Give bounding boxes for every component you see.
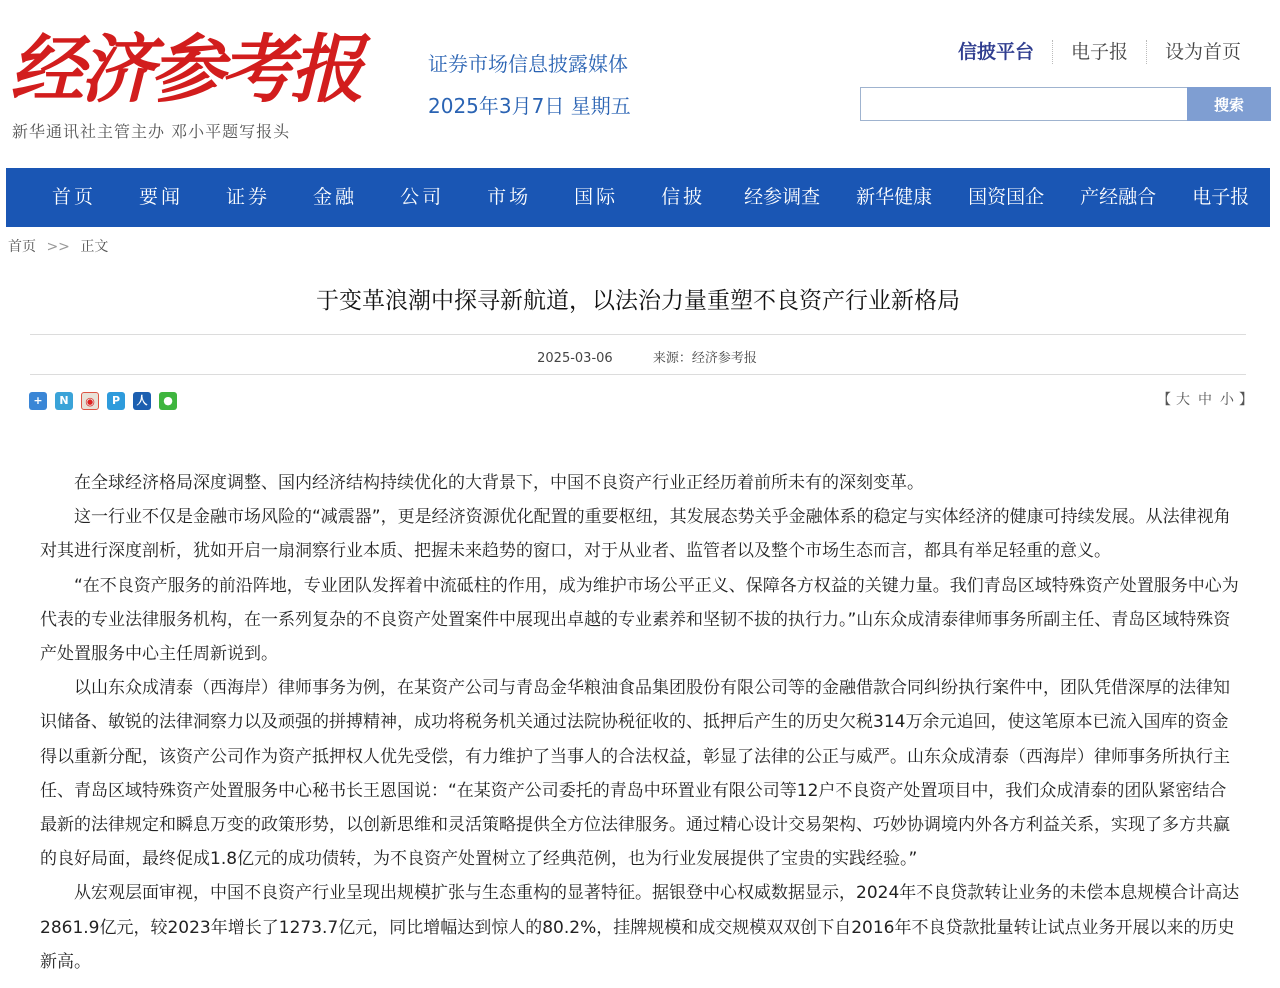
logo-subtitle: 新华通讯社主管主办 邓小平题写报头 (12, 122, 291, 141)
search-input[interactable] (860, 87, 1187, 121)
article-paragraph: 在全球经济格局深度调整、国内经济结构持续优化的大背景下，中国不良资产行业正经历着前所未有的深刻变革。 (74, 473, 924, 493)
nav-item-industry[interactable]: 产经融合 (1080, 186, 1157, 208)
search-box (860, 87, 1271, 121)
nav-item-international[interactable]: 国际 (574, 186, 619, 208)
top-link-e-paper[interactable]: 电子报 (1052, 40, 1146, 64)
share-n-icon[interactable]: N (55, 392, 73, 410)
article-paragraph: 以山东众成清泰（西海岸）律师事务为例，在某资产公司与青岛金华粮油食品集团股份有限公司等的金融借款合同纠纷执行案件中，团队凭借深厚的法律知识储备、敏锐的法律洞察力以及顽强的拼搏精神，成功将税务机关通过法院协税征收的、抵押后产生的历史欠税314万余元追回，使这笔原本已流入国库的资金得以重新分配，该资产公司作为资产抵押权人优先受偿，有力维护了当事人的合法权益，彰显了法律的公正与威严。山东众成清泰（西海岸）律师事务所执行主任、青岛区域特殊资产处置服务中心秘书长王恩国说：“在某资产公司委托的青岛中环置业有限公司等12户不良资产处置项目中，我们众成清泰的团队紧密结合最新的法律规定和瞬息万变的政策形势，以创新思维和灵活策略提供全方位法律服务。通过精心设计交易架构、巧妙协调境内外各方利益关系，实现了多方共赢的良好局面，最终促成1.8亿元的成功债转，为不良资产处置树立了经典范例，也为行业发展提供了宝贵的实践经验。” (40, 678, 1230, 870)
site-logo[interactable] (10, 22, 360, 118)
nav-item-markets[interactable]: 市场 (487, 186, 532, 208)
font-size-medium[interactable]: 中 (1198, 392, 1214, 408)
breadcrumb-separator: >> (46, 239, 70, 255)
font-size-controls (1157, 389, 1255, 409)
font-size-bracket-open: 【 (1157, 392, 1173, 408)
nav-item-disclosure[interactable]: 信披 (661, 186, 706, 208)
logo-text: 经济参考报 (10, 27, 360, 113)
nav-item-companies[interactable]: 公司 (400, 186, 445, 208)
article-source: 来源：经济参考报 (652, 351, 757, 366)
article-paragraph: “在不良资产服务的前沿阵地，专业团队发挥着中流砥柱的作用，成为维护市场公平正义、保障各方权益的关键力量。我们青岛区域特殊资产处置服务中心为代表的专业法律服务机构，在一系列复杂的不良资产处置案件中展现出卓越的专业素养和坚韧不拔的执行力。”山东众成清泰律师事务所副主任、青岛区域特殊资产处置服务中心主任周新说到。 (40, 575, 1239, 665)
article-paragraph: 这一行业不仅是金融市场风险的“减震器”，更是经济资源优化配置的重要枢纽，其发展态势关乎金融体系的稳定与实体经济的健康可持续发展。从法律视角对其进行深度剖析，犹如开启一扇洞察行业本质、把握未来趋势的窗口，对于从业者、监管者以及整个市场生态而言，都具有举足轻重的意义。 (40, 507, 1231, 562)
top-link-disclosure-platform[interactable]: 信披平台 (958, 41, 1035, 63)
nav-item-investigation[interactable]: 经参调查 (744, 186, 821, 208)
article-title: 于变革浪潮中探寻新航道，以法治力量重塑不良资产行业新格局 (316, 288, 960, 314)
nav-item-e-paper[interactable]: 电子报 (1192, 186, 1250, 208)
share-plus-icon[interactable]: + (29, 392, 47, 410)
main-nav (6, 168, 1270, 227)
nav-item-xinhua-health[interactable]: 新华健康 (856, 186, 933, 208)
font-size-large[interactable]: 大 (1176, 392, 1192, 408)
nav-item-soe[interactable]: 国资国企 (968, 186, 1045, 208)
breadcrumb-current: 正文 (80, 239, 109, 255)
nav-item-securities[interactable]: 证券 (226, 186, 271, 208)
nav-item-headlines[interactable]: 要闻 (139, 186, 184, 208)
current-date: 2025年3月7日 星期五 (428, 94, 631, 118)
article-date: 2025-03-06 (537, 351, 613, 366)
top-links (940, 40, 1259, 64)
breadcrumb (8, 236, 108, 256)
share-weibo-icon[interactable]: ◉ (81, 392, 99, 410)
site-tagline: 证券市场信息披露媒体 (428, 52, 628, 76)
share-renren-icon[interactable]: 人 (133, 392, 151, 410)
search-button[interactable]: 搜索 (1187, 87, 1271, 121)
article-body (40, 466, 1240, 979)
article-meta (0, 347, 1280, 366)
article-paragraph: 从宏观层面审视，中国不良资产行业呈现出规模扩张与生态重构的显著特征。据银登中心权威数据显示，2024年不良贷款转让业务的未偿本息规模合计高达2861.9亿元，较2023年增长了1273.7亿元，同比增幅达到惊人的80.2%，挂牌规模和成交规模双双创下自2016年不良贷款批量转让试点业务开展以来的历史新高。 (40, 883, 1240, 972)
share-p-icon[interactable]: P (107, 392, 125, 410)
share-bar (29, 392, 177, 410)
breadcrumb-home[interactable]: 首页 (8, 239, 36, 255)
divider (30, 374, 1246, 375)
share-wechat-icon[interactable]: ● (159, 392, 177, 410)
font-size-small[interactable]: 小 (1220, 392, 1236, 408)
nav-item-home[interactable]: 首页 (52, 186, 97, 208)
font-size-bracket-close: 】 (1239, 392, 1255, 408)
divider (30, 334, 1246, 335)
nav-item-finance[interactable]: 金融 (313, 186, 358, 208)
site-header (0, 0, 1280, 168)
top-link-set-homepage[interactable]: 设为首页 (1146, 40, 1259, 64)
